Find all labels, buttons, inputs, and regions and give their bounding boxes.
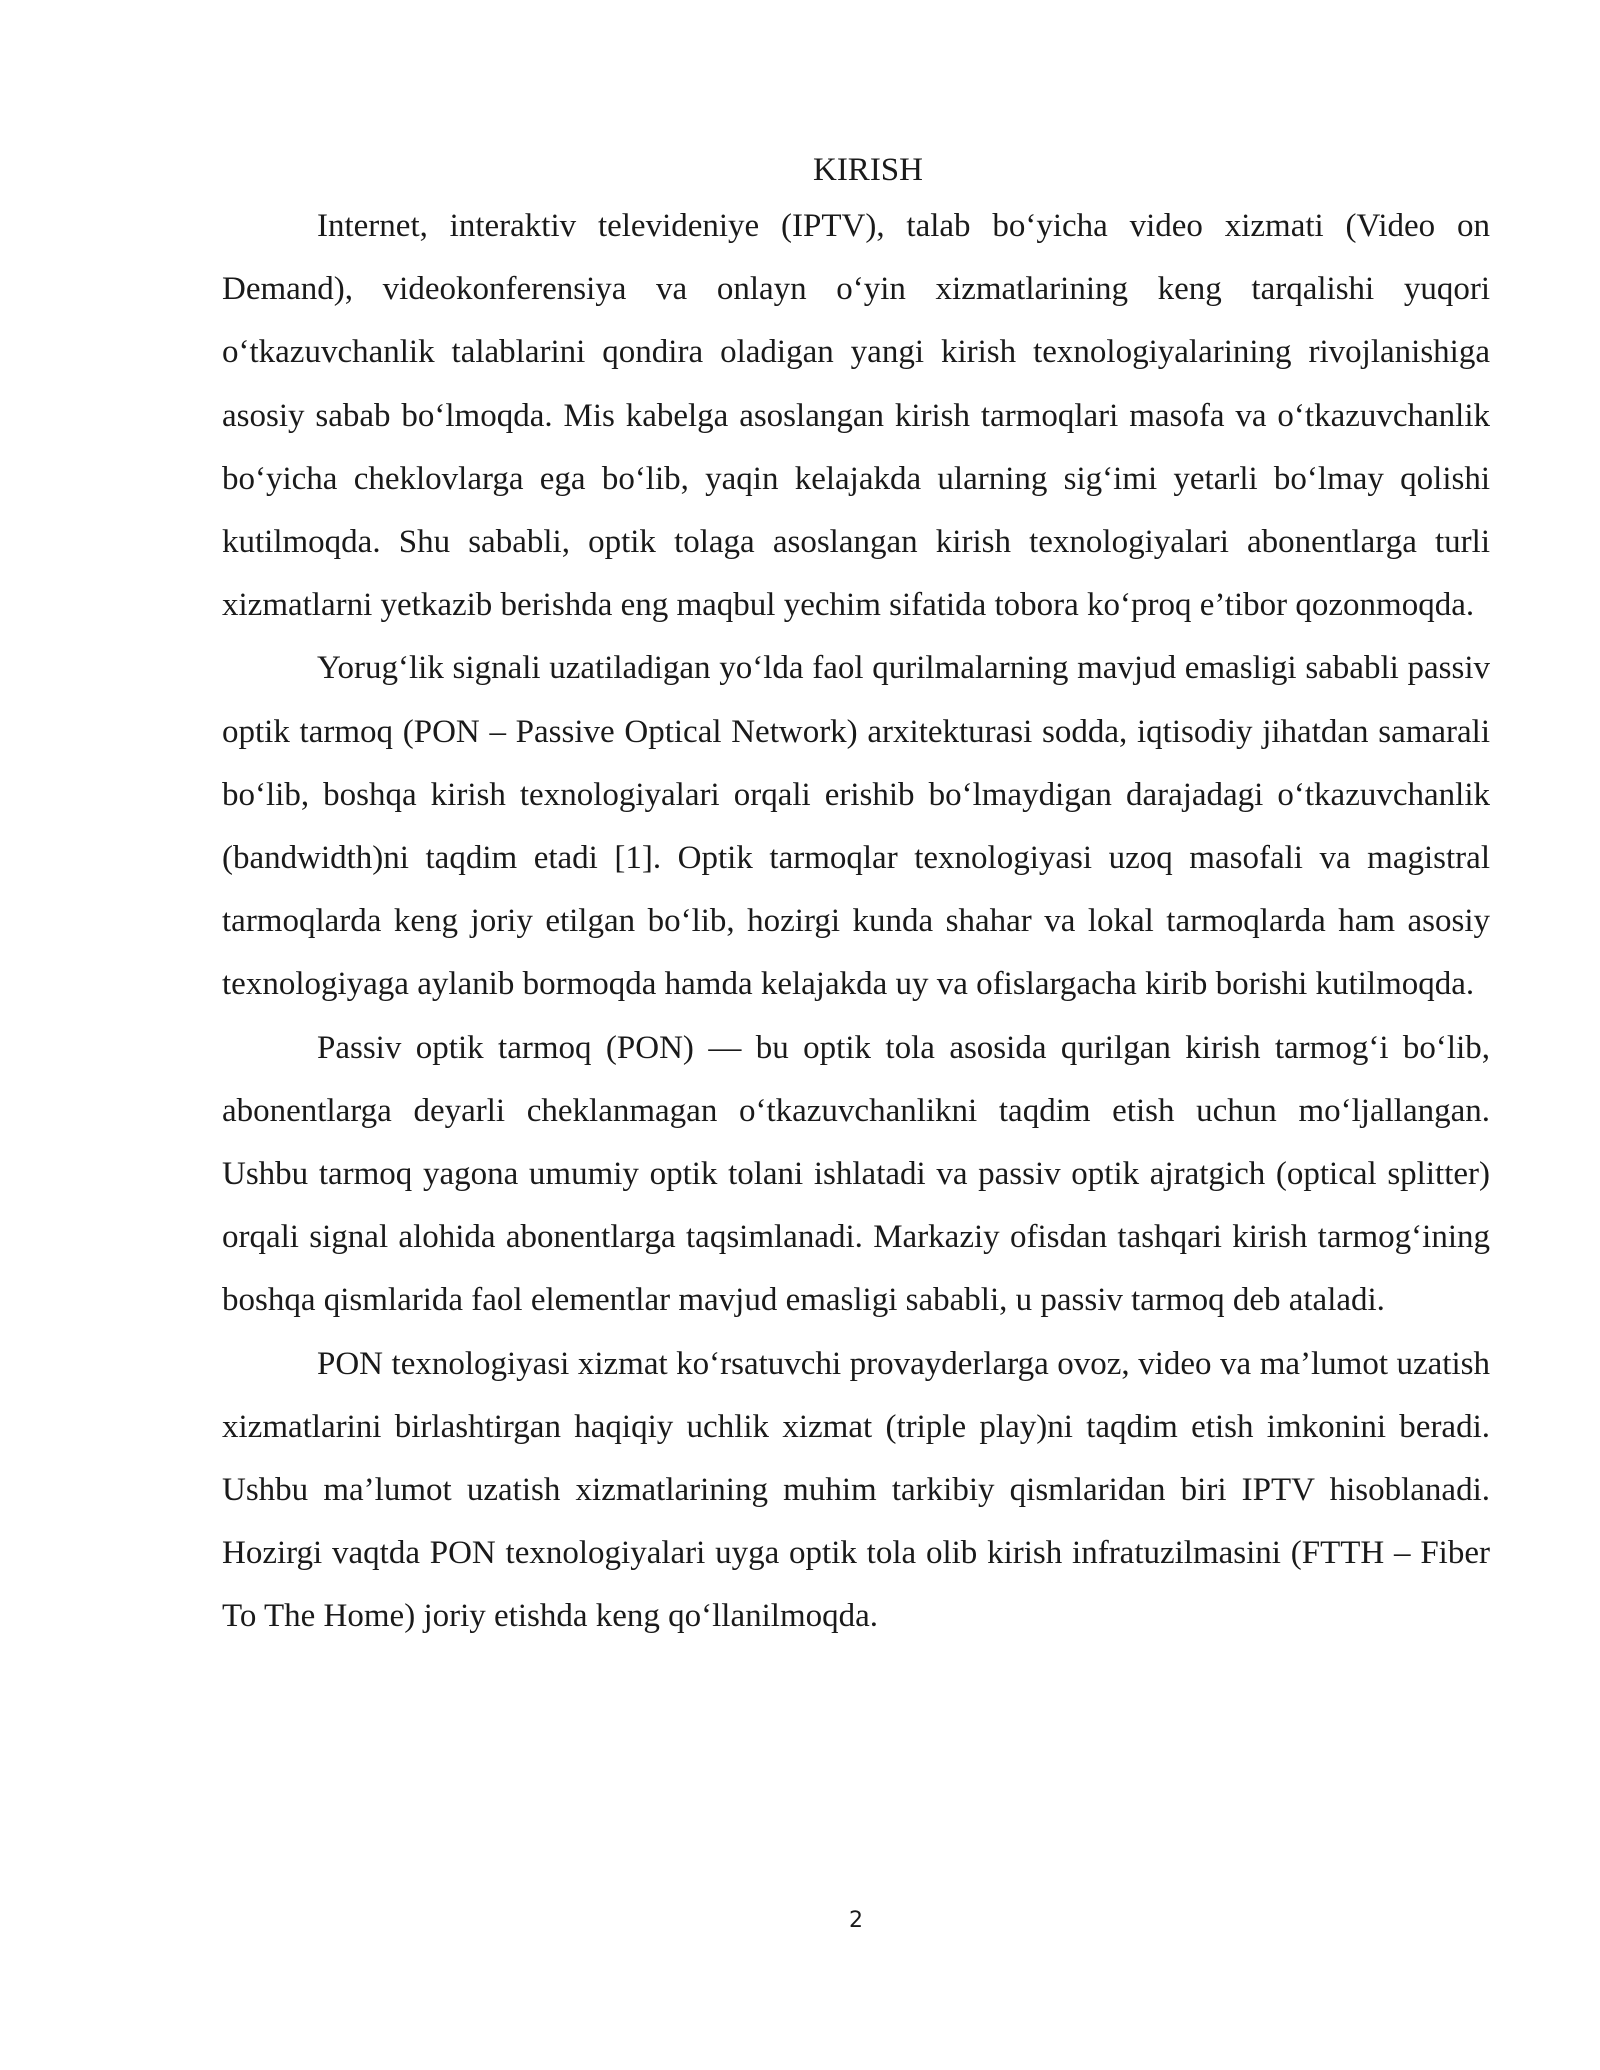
- section-title: KIRISH: [812, 152, 923, 188]
- page-content: [222, 145, 1490, 1649]
- page-number: 2: [849, 1908, 863, 1933]
- paragraph-3: Passiv optik tarmoq (PON) — bu optik tola asosida qurilgan kirish tarmog‘i bo‘lib, abonentlarga deyarli cheklanmagan o‘tkazuvchanlikni taqdim etish uchun mo‘ljallangan. Ushbu tarmoq yagona umumiy optik tolani ishlatadi va passiv optik ajratgich (optical splitter) orqali signal alohida abonentlarga taqsimlanadi. Markaziy ofisdan tashqari kirish tarmog‘ining boshqa qismlarida faol elementlar mavjud emasligi sababli, u passiv tarmoq deb ataladi.: [222, 1029, 1490, 1319]
- paragraph-1: Internet, interaktiv televideniye (IPTV), talab bo‘yicha video xizmati (Video on Demand), videokonferensiya va onlayn o‘yin xizmatlarining keng tarqalishi yuqori o‘tkazuvchanlik talablarini qondira oladigan yangi kirish texnologiyalarining rivojlanishiga asosiy sabab bo‘lmoqda. Mis kabelga asoslangan kirish tarmoqlari masofa va o‘tkazuvchanlik bo‘yicha cheklovlarga ega bo‘lib, yaqin kelajakda ularning sig‘imi yetarli bo‘lmay qolishi kutilmoqda. Shu sababli, optik tolaga asoslangan kirish texnologiyalari abonentlarga turli xizmatlarni yetkazib berishda eng maqbul yechim sifatida tobora ko‘proq e’tibor qozonmoqda.: [222, 208, 1490, 624]
- paragraph-4: PON texnologiyasi xizmat ko‘rsatuvchi provayderlarga ovoz, video va ma’lumot uzatish xizmatlarini birlashtirgan haqiqiy uchlik xizmat (triple play)ni taqdim etish imkonini beradi. Ushbu ma’lumot uzatish xizmatlarining muhim tarkibiy qismlaridan biri IPTV hisoblanadi. Hozirgi vaqtda PON texnologiyalari uyga optik tola olib kirish infratuzilmasini (FTTH – Fiber To The Home) joriy etishda keng qo‘llanilmoqda.: [222, 1345, 1490, 1635]
- paragraph-2: Yorug‘lik signali uzatiladigan yo‘lda faol qurilmalarning mavjud emasligi sababli passiv optik tarmoq (PON – Passive Optical Network) arxitekturasi sodda, iqtisodiy jihatdan samarali bo‘lib, boshqa kirish texnologiyalari orqali erishib bo‘lmaydigan darajadagi o‘tkazuvchanlik (bandwidth)ni taqdim etadi [1]. Optik tarmoqlar texnologiyasi uzoq masofali va magistral tarmoqlarda keng joriy etilgan bo‘lib, hozirgi kunda shahar va lokal tarmoqlarda ham asosiy texnologiyaga aylanib bormoqda hamda kelajakda uy va ofislargacha kirib borishi kutilmoqda.: [222, 650, 1490, 1003]
